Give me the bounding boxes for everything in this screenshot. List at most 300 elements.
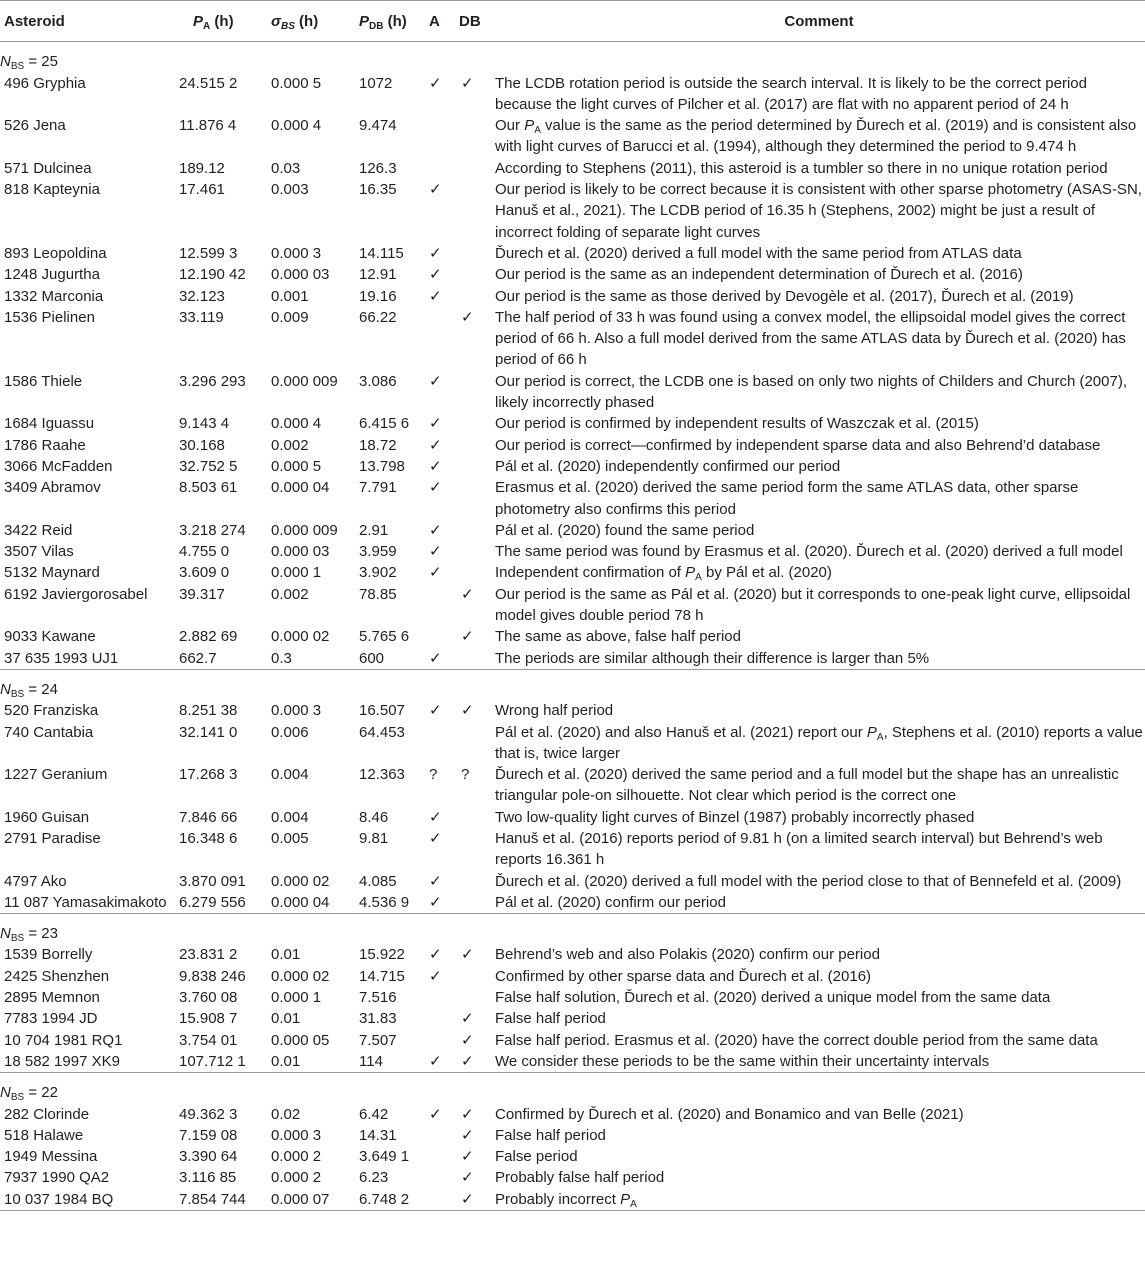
cell-asteroid: 282 Clorinde bbox=[4, 1105, 90, 1123]
cell-a-check: ✓ bbox=[429, 436, 442, 454]
cell-asteroid: 518 Halawe bbox=[4, 1126, 84, 1144]
cell-a-check: ✓ bbox=[429, 457, 442, 475]
cell-comment: False half period bbox=[495, 1126, 606, 1144]
cell-asteroid: 1332 Marconia bbox=[4, 287, 104, 305]
table-row bbox=[0, 722, 1145, 765]
cell-pdb: 6.415 6 bbox=[359, 415, 410, 433]
table-row bbox=[0, 871, 1145, 892]
cell-pdb: 3.902 bbox=[359, 564, 397, 582]
cell-asteroid: 4797 Ako bbox=[4, 872, 67, 890]
table-row bbox=[0, 648, 1145, 670]
cell-a-check bbox=[423, 987, 455, 1008]
cell-a-check: ✓ bbox=[429, 1052, 442, 1070]
cell-sigma: 0.000 1 bbox=[271, 564, 322, 582]
group-header bbox=[0, 1073, 1145, 1103]
table-row bbox=[0, 1030, 1145, 1051]
cell-pdb: 4.536 9 bbox=[359, 893, 410, 911]
cell-pa: 33.119 bbox=[179, 308, 224, 326]
cell-sigma: 0.000 4 bbox=[271, 415, 322, 433]
table-row bbox=[0, 966, 1145, 987]
table-row bbox=[0, 1189, 1145, 1211]
cell-pa: 3.296 293 bbox=[179, 372, 246, 390]
cell-asteroid: 10 037 1984 BQ bbox=[4, 1190, 114, 1208]
cell-db-check bbox=[455, 179, 493, 243]
cell-pdb: 2.91 bbox=[359, 521, 389, 539]
table-row bbox=[0, 158, 1145, 179]
cell-asteroid: 37 635 1993 UJ1 bbox=[4, 649, 119, 667]
cell-comment: Pál et al. (2020) found the same period bbox=[495, 521, 755, 539]
cell-pa: 24.515 2 bbox=[179, 74, 238, 92]
cell-pa: 3.116 85 bbox=[179, 1169, 237, 1187]
cell-sigma: 0.000 3 bbox=[271, 702, 322, 720]
table-body bbox=[0, 42, 1145, 1211]
cell-a-check bbox=[423, 1146, 455, 1167]
group-header bbox=[0, 914, 1145, 944]
cell-pa: 9.838 246 bbox=[179, 967, 246, 985]
cell-pa: 15.908 7 bbox=[179, 1010, 238, 1028]
cell-db-check bbox=[455, 541, 493, 562]
cell-sigma: 0.000 04 bbox=[271, 479, 330, 497]
cell-db-check bbox=[455, 648, 493, 670]
cell-pdb: 13.798 bbox=[359, 457, 405, 475]
header-db: DB bbox=[455, 1, 493, 42]
table-row bbox=[0, 1051, 1145, 1073]
cell-db-check bbox=[455, 871, 493, 892]
cell-pa: 3.760 08 bbox=[179, 989, 238, 1007]
group-label: $N_{BS} = 23$ bbox=[0, 925, 58, 945]
cell-pdb: 15.922 bbox=[359, 946, 405, 964]
cell-pa: 8.503 61 bbox=[179, 479, 238, 497]
cell-sigma: 0.002 bbox=[271, 436, 309, 454]
table-row bbox=[0, 413, 1145, 434]
header-sigma: $\sigma_{BS}$ (h) bbox=[267, 1, 355, 42]
cell-asteroid: 1539 Borrelly bbox=[4, 946, 93, 964]
cell-pdb: 6.42 bbox=[359, 1105, 389, 1123]
cell-pdb: 1072 bbox=[359, 74, 393, 92]
table-row bbox=[0, 371, 1145, 414]
cell-a-check: ✓ bbox=[429, 967, 442, 985]
cell-a-check bbox=[423, 115, 455, 158]
cell-sigma: 0.000 009 bbox=[271, 372, 338, 390]
cell-pa: 17.461 bbox=[179, 181, 225, 199]
cell-pdb: 3.086 bbox=[359, 372, 397, 390]
table-row bbox=[0, 1104, 1145, 1125]
cell-db-check bbox=[455, 243, 493, 264]
cell-pdb: 4.085 bbox=[359, 872, 397, 890]
cell-sigma: 0.3 bbox=[271, 649, 292, 667]
cell-comment: Confirmed by Ďurech et al. (2020) and Bonamico and van Belle (2021) bbox=[495, 1105, 964, 1123]
cell-comment: Ďurech et al. (2020) derived a full model with the same period from ATLAS data bbox=[495, 244, 1022, 262]
cell-db-check bbox=[455, 477, 493, 520]
table-row bbox=[0, 541, 1145, 562]
cell-pa: 30.168 bbox=[179, 436, 225, 454]
cell-asteroid: 1960 Guisan bbox=[4, 808, 90, 826]
table-row bbox=[0, 477, 1145, 520]
cell-pa: 12.599 3 bbox=[179, 244, 238, 262]
table-row bbox=[0, 700, 1145, 721]
cell-a-check: ✓ bbox=[429, 702, 442, 720]
cell-db-check bbox=[455, 435, 493, 456]
cell-pdb: 126.3 bbox=[359, 159, 397, 177]
table-row bbox=[0, 73, 1145, 116]
cell-comment: Probably incorrect $P_A$ bbox=[495, 1190, 637, 1210]
cell-comment: Probably false half period bbox=[495, 1169, 665, 1187]
cell-sigma: 0.000 5 bbox=[271, 457, 322, 475]
cell-asteroid: 496 Gryphia bbox=[4, 74, 86, 92]
table-row bbox=[0, 520, 1145, 541]
cell-db-check: ✓ bbox=[461, 585, 474, 603]
cell-a-check: ✓ bbox=[429, 181, 442, 199]
table-row bbox=[0, 1146, 1145, 1167]
cell-pdb: 16.35 bbox=[359, 181, 397, 199]
cell-a-check bbox=[423, 1030, 455, 1051]
cell-sigma: 0.005 bbox=[271, 829, 309, 847]
table-row bbox=[0, 307, 1145, 371]
cell-pa: 17.268 3 bbox=[179, 766, 238, 784]
cell-db-check: ✓ bbox=[461, 1169, 474, 1187]
cell-asteroid: 571 Dulcinea bbox=[4, 159, 92, 177]
cell-comment: Hanuš et al. (2016) reports period of 9.81 h (on a limited search interval) but Behrend’s web reports 16.361 h bbox=[495, 829, 1103, 869]
cell-sigma: 0.000 05 bbox=[271, 1031, 330, 1049]
cell-pa: 662.7 bbox=[179, 649, 217, 667]
table-row bbox=[0, 892, 1145, 914]
cell-comment: Behrend’s web and also Polakis (2020) confirm our period bbox=[495, 946, 880, 964]
cell-pdb: 78.85 bbox=[359, 585, 397, 603]
cell-db-check bbox=[455, 115, 493, 158]
cell-a-check bbox=[423, 626, 455, 647]
cell-asteroid: 7783 1994 JD bbox=[4, 1010, 98, 1028]
table-row bbox=[0, 626, 1145, 647]
cell-pdb: 14.31 bbox=[359, 1126, 397, 1144]
cell-comment: False half solution, Ďurech et al. (2020) derived a unique model from the same data bbox=[495, 989, 1051, 1007]
cell-sigma: 0.000 009 bbox=[271, 521, 338, 539]
cell-comment: Wrong half period bbox=[495, 702, 614, 720]
cell-pa: 2.882 69 bbox=[179, 628, 238, 646]
cell-asteroid: 1227 Geranium bbox=[4, 766, 108, 784]
cell-db-check bbox=[455, 892, 493, 914]
cell-pdb: 6.748 2 bbox=[359, 1190, 410, 1208]
cell-asteroid: 1586 Thiele bbox=[4, 372, 83, 390]
cell-a-check: ✓ bbox=[429, 244, 442, 262]
cell-sigma: 0.01 bbox=[271, 946, 301, 964]
cell-pdb: 3.649 1 bbox=[359, 1148, 410, 1166]
cell-asteroid: 3507 Vilas bbox=[4, 543, 74, 561]
cell-a-check: ✓ bbox=[429, 543, 442, 561]
cell-sigma: 0.02 bbox=[271, 1105, 301, 1123]
cell-asteroid: 3409 Abramov bbox=[4, 479, 101, 497]
cell-a-check bbox=[423, 1167, 455, 1188]
cell-pdb: 600 bbox=[359, 649, 385, 667]
cell-pdb: 12.91 bbox=[359, 266, 397, 284]
cell-comment: Our period is correct, the LCDB one is based on only two nights of Childers and Church (2007), likely incorrectly phased bbox=[495, 372, 1127, 412]
cell-sigma: 0.000 5 bbox=[271, 74, 322, 92]
cell-pa: 7.846 66 bbox=[179, 808, 238, 826]
cell-pa: 32.752 5 bbox=[179, 457, 238, 475]
cell-asteroid: 520 Franziska bbox=[4, 702, 99, 720]
cell-db-check bbox=[455, 520, 493, 541]
cell-comment: Our period is correct—confirmed by independent sparse data and also Behrend’d database bbox=[495, 436, 1101, 454]
cell-a-check: ✓ bbox=[429, 649, 442, 667]
cell-pdb: 3.959 bbox=[359, 543, 397, 561]
header-pa: $P_A$ (h) bbox=[175, 1, 267, 42]
cell-asteroid: 1248 Jugurtha bbox=[4, 266, 100, 284]
cell-pa: 7.854 744 bbox=[179, 1190, 246, 1208]
table-row bbox=[0, 435, 1145, 456]
cell-comment: The LCDB rotation period is outside the search interval. It is likely to be the correct period because the light curves of Pilcher et al. (2017) are flat with no apparent period of 24 h bbox=[495, 74, 1087, 113]
cell-db-check: ✓ bbox=[461, 1031, 474, 1049]
cell-pdb: 114 bbox=[359, 1052, 383, 1070]
cell-comment: Our period is confirmed by independent results of Waszczak et al. (2015) bbox=[495, 415, 979, 433]
cell-db-check: ✓ bbox=[461, 702, 474, 720]
cell-pdb: 14.715 bbox=[359, 967, 405, 985]
cell-sigma: 0.000 03 bbox=[271, 543, 330, 561]
group-label: $N_{BS} = 25$ bbox=[0, 53, 58, 73]
cell-sigma: 0.000 3 bbox=[271, 244, 322, 262]
cell-db-check bbox=[455, 828, 493, 871]
cell-a-check: ✓ bbox=[429, 1105, 442, 1123]
cell-pdb: 6.23 bbox=[359, 1169, 389, 1187]
cell-pa: 12.190 42 bbox=[179, 266, 246, 284]
table-row bbox=[0, 286, 1145, 307]
cell-asteroid: 818 Kapteynia bbox=[4, 181, 100, 199]
cell-sigma: 0.000 02 bbox=[271, 628, 330, 646]
cell-pdb: 19.16 bbox=[359, 287, 397, 305]
header-a: A bbox=[423, 1, 455, 42]
cell-pa: 3.870 091 bbox=[179, 872, 246, 890]
cell-sigma: 0.000 4 bbox=[271, 117, 322, 135]
cell-db-check: ✓ bbox=[461, 1052, 474, 1070]
cell-asteroid: 7937 1990 QA2 bbox=[4, 1169, 110, 1187]
cell-asteroid: 2895 Memnon bbox=[4, 989, 100, 1007]
cell-db-check bbox=[455, 966, 493, 987]
group-header bbox=[0, 670, 1145, 700]
cell-a-check bbox=[423, 584, 455, 627]
cell-pdb: 7.516 bbox=[359, 989, 397, 1007]
header-asteroid: Asteroid bbox=[0, 1, 175, 42]
cell-pdb: 8.46 bbox=[359, 808, 389, 826]
cell-asteroid: 3422 Reid bbox=[4, 521, 73, 539]
cell-a-check: ✓ bbox=[429, 287, 442, 305]
cell-db-check bbox=[455, 158, 493, 179]
cell-asteroid: 18 582 1997 XK9 bbox=[4, 1052, 120, 1070]
cell-pa: 189.12 bbox=[179, 159, 225, 177]
cell-db-check bbox=[455, 562, 493, 583]
cell-comment: The same period was found by Erasmus et al. (2020). Ďurech et al. (2020) derived a full model bbox=[495, 543, 1123, 561]
cell-pa: 32.123 bbox=[179, 287, 225, 305]
cell-sigma: 0.004 bbox=[271, 808, 309, 826]
cell-pa: 49.362 3 bbox=[179, 1105, 238, 1123]
table-row bbox=[0, 1125, 1145, 1146]
cell-asteroid: 1949 Messina bbox=[4, 1148, 98, 1166]
cell-asteroid: 11 087 Yamasakimakoto bbox=[4, 893, 167, 911]
cell-pdb: 7.791 bbox=[359, 479, 397, 497]
cell-pdb: 9.81 bbox=[359, 829, 389, 847]
table-row bbox=[0, 764, 1145, 807]
cell-comment: False half period. Erasmus et al. (2020) have the correct double period from the same data bbox=[495, 1031, 1098, 1049]
cell-a-check bbox=[423, 1189, 455, 1211]
cell-sigma: 0.000 02 bbox=[271, 872, 330, 890]
header-comment: Comment bbox=[493, 1, 1145, 42]
cell-a-check: ✓ bbox=[429, 946, 442, 964]
cell-comment: False half period bbox=[495, 1010, 606, 1028]
cell-pa: 8.251 38 bbox=[179, 702, 238, 720]
cell-sigma: 0.000 2 bbox=[271, 1169, 322, 1187]
cell-asteroid: 893 Leopoldina bbox=[4, 244, 107, 262]
cell-sigma: 0.000 02 bbox=[271, 967, 330, 985]
cell-pdb: 18.72 bbox=[359, 436, 397, 454]
cell-pa: 11.876 4 bbox=[179, 117, 237, 135]
table-row bbox=[0, 243, 1145, 264]
cell-sigma: 0.000 3 bbox=[271, 1126, 322, 1144]
table-row bbox=[0, 264, 1145, 285]
cell-comment: Confirmed by other sparse data and Ďurech et al. (2016) bbox=[495, 967, 872, 985]
cell-db-check bbox=[455, 456, 493, 477]
table-row bbox=[0, 944, 1145, 965]
cell-db-check: ✓ bbox=[461, 628, 474, 646]
cell-a-check: ✓ bbox=[429, 266, 442, 284]
cell-a-check: ✓ bbox=[429, 893, 442, 911]
cell-sigma: 0.004 bbox=[271, 766, 309, 784]
cell-asteroid: 740 Cantabia bbox=[4, 723, 94, 741]
cell-comment: Two low-quality light curves of Binzel (1987) probably incorrectly phased bbox=[495, 808, 975, 826]
cell-comment: Pál et al. (2020) and also Hanuš et al. (2021) report our $P_A$, Stephens et al. (2010) reports a value that is, twice larger bbox=[495, 723, 1143, 762]
cell-comment: Our period is the same as those derived by Devogèle et al. (2017), Ďurech et al. (2019) bbox=[495, 287, 1074, 305]
cell-pa: 32.141 0 bbox=[179, 723, 238, 741]
cell-a-check: ✓ bbox=[429, 808, 442, 826]
cell-comment: Independent confirmation of $P_A$ by Pál et al. (2020) bbox=[495, 564, 832, 584]
cell-comment: Our $P_A$ value is the same as the period determined by Ďurech et al. (2019) and is consistent also with light curves of Barucci et al. (1994), although they determined the period to 9.474 h bbox=[495, 117, 1137, 156]
cell-db-check: ✓ bbox=[461, 1105, 474, 1123]
cell-comment: Pál et al. (2020) independently confirmed our period bbox=[495, 457, 841, 475]
table-row bbox=[0, 562, 1145, 583]
cell-comment: Our period is the same as Pál et al. (2020) but it corresponds to one-peak light curve, ellipsoidal model gives double period 78 h bbox=[495, 585, 1131, 625]
cell-comment: We consider these periods to be the same within their uncertainty intervals bbox=[495, 1052, 990, 1070]
cell-a-check bbox=[423, 1008, 455, 1029]
table-row bbox=[0, 807, 1145, 828]
cell-pdb: 16.507 bbox=[359, 702, 405, 720]
cell-db-check bbox=[455, 286, 493, 307]
cell-pdb: 66.22 bbox=[359, 308, 397, 326]
cell-comment: The periods are similar although their difference is larger than 5% bbox=[495, 649, 930, 667]
cell-pa: 39.317 bbox=[179, 585, 225, 603]
table-row bbox=[0, 179, 1145, 243]
cell-asteroid: 1536 Pielinen bbox=[4, 308, 95, 326]
cell-db-check bbox=[455, 413, 493, 434]
group-label: $N_{BS} = 22$ bbox=[0, 1084, 58, 1104]
cell-db-check bbox=[455, 264, 493, 285]
cell-db-check: ✓ bbox=[461, 1126, 474, 1144]
cell-sigma: 0.000 04 bbox=[271, 893, 330, 911]
cell-asteroid: 1684 Iguassu bbox=[4, 415, 95, 433]
cell-comment: Our period is the same as an independent determination of Ďurech et al. (2016) bbox=[495, 266, 1023, 284]
cell-a-check bbox=[423, 158, 455, 179]
cell-comment: Ďurech et al. (2020) derived a full model with the period close to that of Bennefeld et al. (2009) bbox=[495, 872, 1122, 890]
cell-a-check: ✓ bbox=[429, 479, 442, 497]
cell-comment: According to Stephens (2011), this asteroid is a tumbler so there in no unique rotation period bbox=[495, 159, 1108, 177]
cell-db-check: ✓ bbox=[461, 946, 474, 964]
cell-db-check: ✓ bbox=[461, 308, 474, 326]
table-row bbox=[0, 584, 1145, 627]
cell-db-check: ✓ bbox=[461, 1190, 474, 1208]
cell-sigma: 0.003 bbox=[271, 181, 309, 199]
cell-db-check bbox=[455, 722, 493, 765]
cell-asteroid: 3066 McFadden bbox=[4, 457, 113, 475]
cell-sigma: 0.006 bbox=[271, 723, 309, 741]
table-row bbox=[0, 456, 1145, 477]
table-row bbox=[0, 828, 1145, 871]
cell-pa: 107.712 1 bbox=[179, 1052, 246, 1070]
cell-pa: 6.279 556 bbox=[179, 893, 246, 911]
cell-sigma: 0.000 1 bbox=[271, 989, 322, 1007]
cell-pa: 7.159 08 bbox=[179, 1126, 238, 1144]
cell-db-check: ✓ bbox=[461, 1010, 474, 1028]
cell-comment: Ďurech et al. (2020) derived the same period and a full model but the shape has an unrealistic triangular pole-on silhouette. Not clear which period is the correct one bbox=[495, 766, 1119, 805]
cell-pa: 3.218 274 bbox=[179, 521, 246, 539]
cell-pa: 3.754 01 bbox=[179, 1031, 238, 1049]
cell-sigma: 0.000 07 bbox=[271, 1190, 330, 1208]
cell-a-check bbox=[423, 1125, 455, 1146]
cell-asteroid: 526 Jena bbox=[4, 117, 66, 135]
cell-comment: Erasmus et al. (2020) derived the same period form the same ATLAS data, other sparse photometry also confirms this period bbox=[495, 479, 1079, 518]
group-header bbox=[0, 42, 1145, 73]
cell-a-check: ✓ bbox=[429, 872, 442, 890]
cell-pdb: 14.115 bbox=[359, 244, 404, 262]
cell-a-check: ✓ bbox=[429, 372, 442, 390]
cell-comment: The same as above, false half period bbox=[495, 628, 741, 646]
table-row bbox=[0, 987, 1145, 1008]
cell-asteroid: 1786 Raahe bbox=[4, 436, 86, 454]
cell-db-check bbox=[455, 371, 493, 414]
cell-pa: 16.348 6 bbox=[179, 829, 238, 847]
cell-a-check bbox=[423, 307, 455, 371]
cell-a-check bbox=[423, 722, 455, 765]
cell-db-check: ? bbox=[461, 766, 470, 784]
cell-pa: 3.390 64 bbox=[179, 1148, 238, 1166]
table-row bbox=[0, 1167, 1145, 1188]
cell-pdb: 31.83 bbox=[359, 1010, 397, 1028]
cell-pa: 4.755 0 bbox=[179, 543, 230, 561]
cell-a-check: ✓ bbox=[429, 415, 442, 433]
cell-db-check bbox=[455, 987, 493, 1008]
cell-pdb: 12.363 bbox=[359, 766, 405, 784]
cell-pa: 9.143 4 bbox=[179, 415, 230, 433]
cell-sigma: 0.000 03 bbox=[271, 266, 330, 284]
cell-sigma: 0.01 bbox=[271, 1052, 301, 1070]
cell-asteroid: 2425 Shenzhen bbox=[4, 967, 110, 985]
cell-comment: Our period is likely to be correct because it is consistent with other sparse photometry (ASAS-SN, Hanuš et al., 2021). The LCDB period of 16.35 h (Stephens, 2002) might be just a result of incorrect folding of separate light curves bbox=[495, 181, 1142, 241]
cell-sigma: 0.001 bbox=[271, 287, 309, 305]
cell-sigma: 0.03 bbox=[271, 159, 301, 177]
cell-comment: Pál et al. (2020) confirm our period bbox=[495, 893, 726, 911]
table-row bbox=[0, 115, 1145, 158]
cell-a-check: ✓ bbox=[429, 829, 442, 847]
cell-comment: The half period of 33 h was found using a convex model, the ellipsoidal model gives the correct period of 66 h. Also a full model derived from the same ATLAS data by Ďurech et al. (2020) has period of 66 h bbox=[495, 308, 1126, 369]
cell-sigma: 0.002 bbox=[271, 585, 309, 603]
cell-pa: 3.609 0 bbox=[179, 564, 230, 582]
cell-pdb: 64.453 bbox=[359, 723, 405, 741]
header-row bbox=[0, 1, 1145, 42]
table-row bbox=[0, 1008, 1145, 1029]
cell-asteroid: 5132 Maynard bbox=[4, 564, 100, 582]
cell-a-check: ✓ bbox=[429, 521, 442, 539]
cell-asteroid: 6192 Javiergorosabel bbox=[4, 585, 148, 603]
cell-pa: 23.831 2 bbox=[179, 946, 238, 964]
group-label: $N_{BS} = 24$ bbox=[0, 680, 58, 700]
cell-sigma: 0.01 bbox=[271, 1010, 301, 1028]
cell-db-check: ✓ bbox=[461, 1148, 474, 1166]
cell-a-check: ? bbox=[429, 766, 438, 784]
cell-pdb: 5.765 6 bbox=[359, 628, 410, 646]
